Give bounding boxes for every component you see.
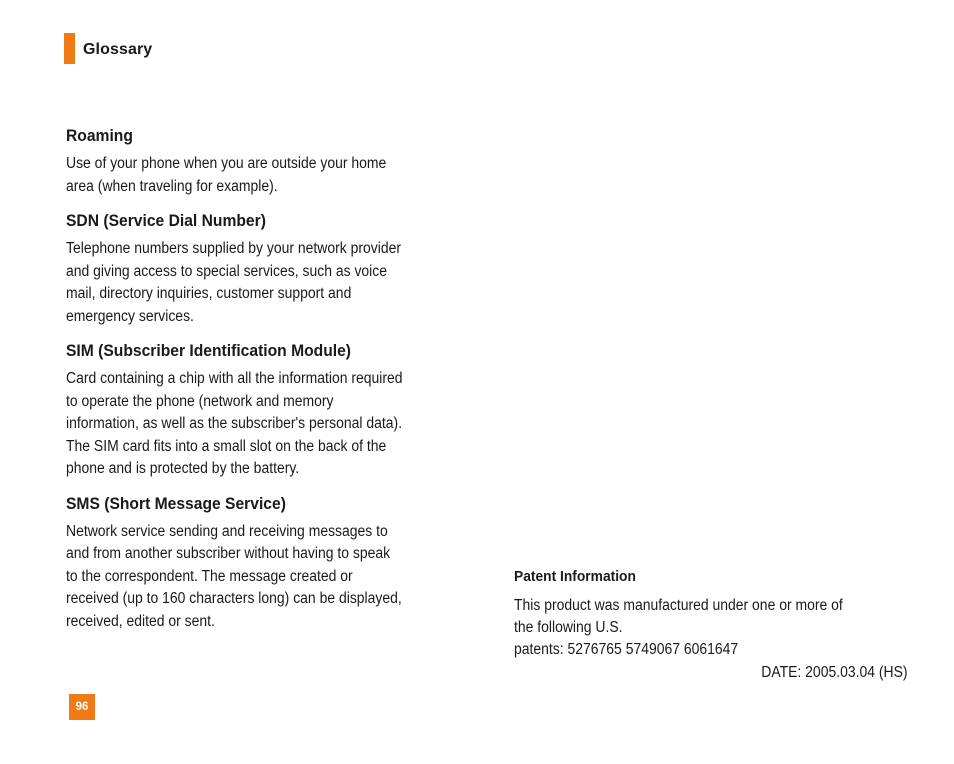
definition-line: and giving access to special services, such as voice: [66, 262, 388, 280]
definition-line: received (up to 160 characters long) can be displayed,: [66, 590, 402, 607]
glossary-entry-sdn: [66, 210, 466, 328]
definition-line: Network service sending and receiving messages to: [66, 522, 388, 540]
glossary-entry-roaming: [66, 125, 466, 198]
definition-line: to the correspondent. The message created or: [66, 567, 353, 585]
definition-line: emergency services.: [66, 307, 194, 325]
definition-line: The SIM card fits into a small slot on the back of the: [66, 437, 387, 455]
patent-information-block: [514, 567, 909, 661]
term-heading: SIM (Subscriber Identification Module): [66, 341, 352, 360]
definition-line: phone and is protected by the battery.: [66, 460, 300, 477]
glossary-entry-sms: [66, 493, 466, 634]
definition-line: area (when traveling for example).: [66, 177, 278, 195]
term-heading: Roaming: [66, 126, 133, 145]
patent-line: the following U.S.: [514, 619, 623, 636]
patent-numbers: patents: 5276765 5749067 6061647: [514, 641, 739, 658]
definition-line: Use of your phone when you are outside your home: [66, 155, 387, 172]
term-definition: [66, 238, 462, 328]
term-heading: SDN (Service Dial Number): [66, 211, 266, 230]
header-accent-bar: [64, 33, 75, 64]
page-section-title: Glossary: [83, 41, 153, 58]
patent-title: Patent Information: [514, 568, 636, 585]
page-number-badge: 96: [69, 694, 95, 720]
patent-line: This product was manufactured under one or more of: [514, 597, 843, 614]
term-definition: [66, 521, 462, 634]
glossary-column: [66, 125, 466, 645]
glossary-entry-sim: [66, 340, 466, 481]
definition-line: received, edited or sent.: [66, 612, 215, 630]
patent-date: DATE: 2005.03.04 (HS): [761, 664, 908, 681]
definition-line: to operate the phone (network and memory: [66, 392, 334, 410]
term-definition: [66, 153, 462, 198]
definition-line: Card containing a chip with all the information required: [66, 370, 403, 387]
term-heading: SMS (Short Message Service): [66, 493, 286, 513]
term-definition: [66, 368, 462, 481]
definition-line: Telephone numbers supplied by your network provider: [66, 240, 401, 257]
definition-line: mail, directory inquiries, customer support and: [66, 285, 352, 302]
definition-line: information, as well as the subscriber's personal data).: [66, 415, 403, 432]
patent-text: [514, 595, 908, 661]
definition-line: and from another subscriber without having to speak: [66, 545, 391, 562]
